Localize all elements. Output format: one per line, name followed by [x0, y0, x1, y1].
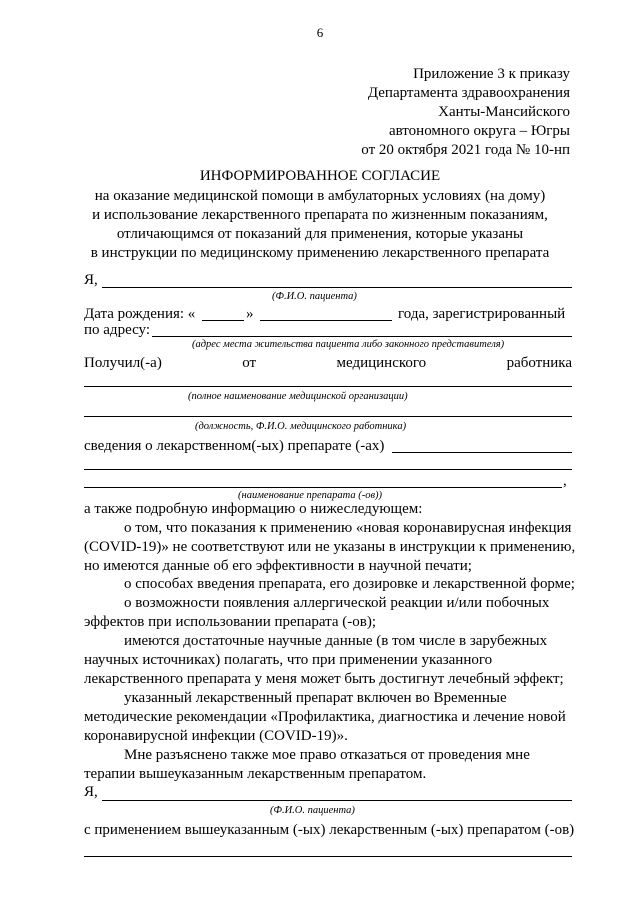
subtitle-line: отличающимся от показаний для применения, которые указаны: [116, 226, 524, 242]
caption-address: (адрес места жительства пациента либо законного представителя): [192, 339, 505, 350]
body-line: указанный лекарственный препарат включен во Временные: [124, 690, 507, 706]
appendix-line: Приложение 3 к приказу: [413, 66, 570, 82]
received-word: работника: [506, 355, 572, 371]
body-line: о возможности появления аллергической реакции и/или побочных: [124, 595, 550, 611]
patient-name-line[interactable]: [102, 287, 572, 288]
body-line: научных источниках) полагать, что при применении указанного: [84, 652, 493, 668]
body-line: (COVID-19)» не соответствуют или не указаны в инструкции к применению,: [84, 539, 576, 555]
received-row: [84, 355, 572, 372]
body-line: методические рекомендации «Профилактика, диагностика и лечение новой: [84, 709, 566, 725]
appendix-line: от 20 октября 2021 года № 10-нп: [361, 142, 570, 158]
body-line: эффектов при использовании препарата (-ов);: [84, 614, 377, 630]
dob-suffix: года, зарегистрированный: [398, 306, 566, 322]
drug-name-line-1[interactable]: [392, 452, 572, 453]
dob-close-quote: »: [246, 306, 254, 322]
body-line: коронавирусной инфекции (COVID-19)».: [84, 728, 348, 744]
body-line: лекарственного препарата у меня может быть достигнут лечебный эффект;: [84, 671, 564, 687]
usage-line[interactable]: [84, 856, 572, 857]
caption-position: (должность, Ф.И.О. медицинского работника): [195, 421, 407, 432]
address-line[interactable]: [152, 336, 572, 337]
dob-month-line[interactable]: [260, 320, 392, 321]
dob-day-line[interactable]: [202, 320, 244, 321]
drug-name-line-3[interactable]: [84, 487, 562, 488]
address-label: по адресу:: [84, 322, 151, 338]
caption-patient-name-2: (Ф.И.О. пациента): [270, 805, 355, 816]
usage-label: с применением вышеуказанным (-ых) лекарственным (-ых) препаратом (-ов): [84, 822, 575, 838]
page-number: 6: [316, 25, 324, 40]
body-line: терапии вышеуказанным лекарственным препаратом.: [84, 766, 427, 782]
body-line: о том, что показания к применению «новая коронавирусная инфекция: [124, 520, 572, 536]
received-word: от: [242, 355, 257, 371]
body-line: имеются достаточные научные данные (в том числе в зарубежных: [124, 633, 548, 649]
drug-info-label: сведения о лекарственном(-ых) препарате (-ах): [84, 438, 385, 454]
organization-line[interactable]: [84, 386, 572, 387]
received-word: медицинского: [336, 355, 427, 371]
received-word: Получил(-а): [84, 355, 162, 371]
document-title: ИНФОРМИРОВАННОЕ СОГЛАСИЕ: [199, 168, 441, 184]
appendix-line: автономного округа – Югры: [388, 123, 570, 139]
ya-label: Я,: [84, 272, 98, 288]
caption-patient-name: (Ф.И.О. пациента): [272, 291, 357, 302]
appendix-line: Департамента здравоохранения: [367, 85, 570, 101]
patient-name-line-2[interactable]: [102, 800, 572, 801]
caption-drug: (наименование препарата (-ов)): [238, 490, 383, 501]
appendix-line: Ханты-Мансийского: [438, 104, 570, 120]
subtitle-line: и использование лекарственного препарата по жизненным показаниям,: [92, 207, 548, 223]
subtitle-line: в инструкции по медицинскому применению лекарственного препарата: [90, 245, 550, 261]
body-line: Мне разъяснено также мое право отказаться от проведения мне: [124, 747, 530, 763]
caption-organization: (полное наименование медицинской организации): [188, 391, 408, 402]
subtitle-line: на оказание медицинской помощи в амбулаторных условиях (на дому): [94, 188, 546, 204]
body-line: о способах введения препарата, его дозировке и лекарственной форме;: [124, 576, 575, 592]
worker-line[interactable]: [84, 416, 572, 417]
drug-line-comma: ,: [563, 473, 567, 489]
body-line: но имеются данные об его эффективности в научной печати;: [84, 558, 472, 574]
ya-label-2: Я,: [84, 784, 98, 800]
drug-name-line-2[interactable]: [84, 469, 572, 470]
also-info-label: а также подробную информацию о нижеследующем:: [84, 501, 423, 517]
dob-label: Дата рождения: «: [84, 306, 196, 322]
